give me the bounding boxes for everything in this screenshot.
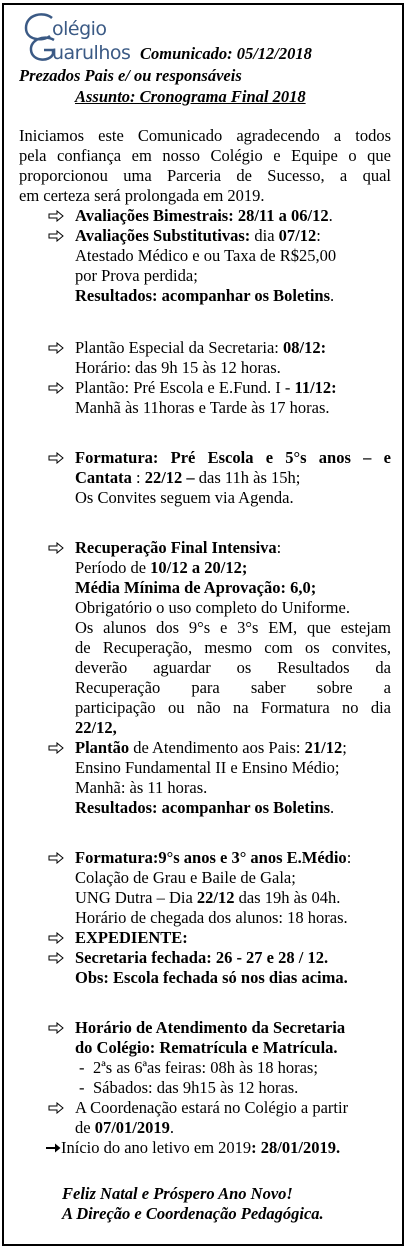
s1-line-3: Atestado Médico e ou Taxa de R$25,00 [75, 246, 337, 265]
s5-resultados: Resultados: acompanhar os Boletins. [75, 798, 335, 817]
outline-right-arrow-icon [48, 382, 64, 394]
school-logo [22, 12, 132, 62]
avaliacoes-substitutivas: Avaliações Substitutivas: dia 07/12: [75, 226, 321, 245]
media-minima: Média Mínima de Aprovação: 6,0; [75, 578, 317, 597]
obs-escola-fechada: Obs: Escola fechada só nos dias acima. [75, 968, 348, 987]
closing-line-1: Feliz Natal e Próspero Ano Novo! [62, 1184, 293, 1203]
s1-line-4: por Prova perdida; [75, 266, 198, 285]
s7-weekday-hours: 2ªs as 6ªas feiras: 08h às 18 horas; [93, 1058, 318, 1077]
cantata: Cantata : 22/12 – das 11h às 15h; [75, 468, 301, 487]
formatura-9-anos: Formatura:9°s anos e 3° anos E.Médio: [75, 848, 352, 867]
convites-agenda: Os Convites seguem via Agenda. [75, 488, 294, 507]
intro-line-2: pela confiança em nosso Colégio e Equipe o que [19, 146, 391, 165]
s4-line-7: deverão aguardar os Resultados da [75, 658, 391, 677]
outline-right-arrow-icon [48, 452, 64, 464]
s6-line-4: Horário de chegada dos alunos: 18 horas. [75, 908, 348, 927]
outline-right-arrow-icon [48, 932, 64, 944]
inicio-ano-letivo: Início do ano letivo em 2019: 28/01/2019. [61, 1138, 341, 1157]
s7-dash-2: - [79, 1078, 85, 1097]
solid-right-arrow-icon [45, 1142, 61, 1154]
outline-right-arrow-icon [48, 852, 64, 864]
comunicado-date: Comunicado: 05/12/2018 [140, 44, 312, 63]
subject-line: Assunto: Cronograma Final 2018 [75, 87, 306, 106]
s4-line-6: de Recuperação, mesmo com os convites, [75, 638, 391, 657]
intro-line-4: em certeza será prolongada em 2019. [19, 186, 265, 205]
recuperacao-final: Recuperação Final Intensiva: [75, 538, 282, 557]
outline-right-arrow-icon [48, 210, 64, 222]
s4-line-9: participação ou não na Formatura no dia [75, 698, 391, 717]
outline-right-arrow-icon [48, 742, 64, 754]
plantao-pre-escola-horario: Manhã às 11horas e Tarde às 17 horas. [75, 398, 330, 417]
coordenacao-line-2: de 07/01/2019. [75, 1118, 174, 1137]
outline-right-arrow-icon [48, 342, 64, 354]
s6-line-2: Colação de Grau e Baile de Gala; [75, 868, 296, 887]
logo-line-2: uarulhos [52, 42, 131, 64]
s7-saturday-hours: Sábados: das 9h15 às 12 horas. [93, 1078, 299, 1097]
s6-line-3: UNG Dutra – Dia 22/12 das 19h às 04h. [75, 888, 341, 907]
expediente: EXPEDIENTE: [75, 928, 188, 947]
outline-right-arrow-icon [48, 1102, 64, 1114]
secretaria-fechada: Secretaria fechada: 26 - 27 e 28 / 12. [75, 948, 329, 967]
plantao-especial: Plantão Especial da Secretaria: 08/12: [75, 338, 327, 357]
s4-line-10: 22/12, [75, 718, 117, 737]
outline-right-arrow-icon [48, 230, 64, 242]
s4-line-5: Os alunos dos 9°s e 3°s EM, que estejam [75, 618, 391, 637]
s4-line-8: Recuperação para saber sobre a [75, 678, 391, 697]
plantao-especial-horario: Horário: das 9h 15 às 12 horas. [75, 358, 281, 377]
logo-line-1: olégio [52, 18, 107, 40]
avaliacoes-bimestrais: Avaliações Bimestrais: 28/11 a 06/12. [75, 206, 333, 225]
s4-line-4: Obrigatório o uso completo do Uniforme. [75, 598, 350, 617]
plantao-pre-escola: Plantão: Pré Escola e E.Fund. I - 11/12: [75, 378, 337, 397]
coordenacao-line-1: A Coordenação estará no Colégio a partir [75, 1098, 349, 1117]
outline-right-arrow-icon [48, 542, 64, 554]
plantao-atendimento-pais: Plantão de Atendimento aos Pais: 21/12; [75, 738, 347, 757]
outline-right-arrow-icon [48, 952, 64, 964]
s7-dash-1: - [79, 1058, 85, 1077]
recuperacao-periodo: Período de 10/12 a 20/12; [75, 558, 248, 577]
intro-line-3: proporcionou uma Parceria de Sucesso, a qual [19, 166, 391, 185]
s5-line-2: Ensino Fundamental II e Ensino Médio; [75, 758, 340, 777]
formatura-pre-escola: Formatura: Pré Escola e 5°s anos – e [75, 448, 391, 467]
s1-resultados: Resultados: acompanhar os Boletins. [75, 286, 335, 305]
intro-line-1: Iniciamos este Comunicado agradecendo a todos [19, 126, 391, 145]
rematricula-matricula: do Colégio: Rematrícula e Matrícula. [75, 1038, 338, 1057]
s5-line-3: Manhã: às 11 horas. [75, 778, 208, 797]
horario-atendimento-secretaria: Horário de Atendimento da Secretaria [75, 1018, 346, 1037]
greeting: Prezados Pais e/ ou responsáveis [19, 66, 242, 85]
closing-line-2: A Direção e Coordenação Pedagógica. [62, 1204, 324, 1223]
outline-right-arrow-icon [48, 1022, 64, 1034]
